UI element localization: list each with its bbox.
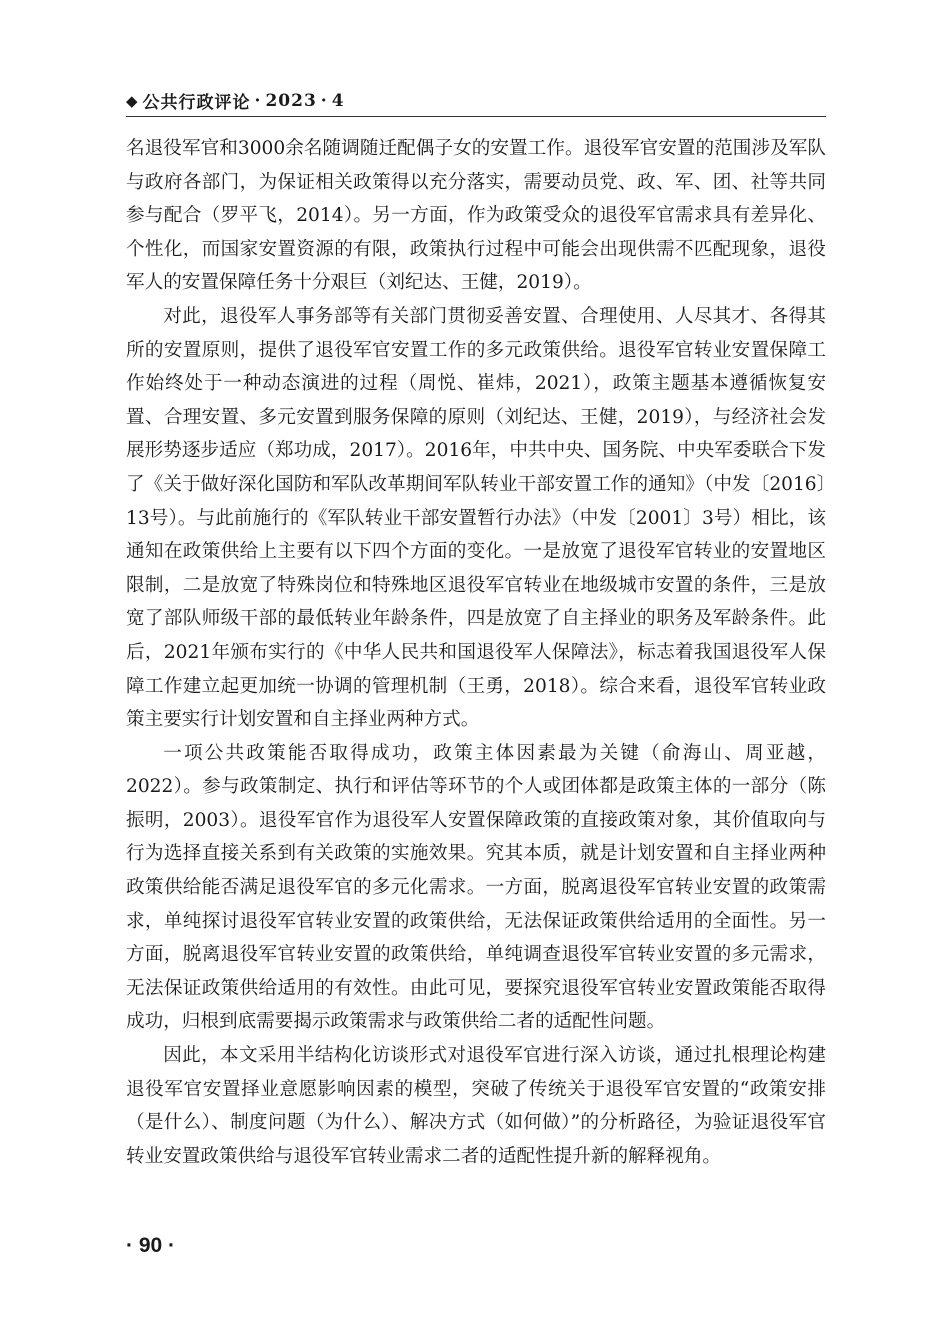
running-header [126, 88, 826, 113]
header-rule [126, 116, 826, 117]
header-separator: · [254, 90, 262, 111]
body-text [126, 132, 826, 1173]
paragraph: 对此，退役军人事务部等有关部门贯彻妥善安置、合理使用、人尽其才、各得其所的安置原则，提供了退役军官安置工作的多元政策供给。退役军官转业安置保障工作始终处于一种动态演进的过程（周悦、崔炜，2021），政策主题基本遵循恢复安置、合理安置、多元安置到服务保障的原则（刘纪达、王健，2019），与经济社会发展形势逐步适应（郑功成，2017）。2016年，中共中央、国务院、中央军委联合下发了《关于做好深化国防和军队改革期间军队转业干部安置工作的通知》（中发〔2016〕13号）。与此前施行的《军队转业干部安置暂行办法》（中发〔2001〕3号）相比，该通知在政策供给上主要有以下四个方面的变化。一是放宽了退役军官转业的安置地区限制，二是放宽了特殊岗位和特殊地区退役军官转业在地级城市安置的条件，三是放宽了部队师级干部的最低转业年龄条件，四是放宽了自主择业的职务及军龄条件。此后，2021年颁布实行的《中华人民共和国退役军人保障法》，标志着我国退役军人保障工作建立起更加统一协调的管理机制（王勇，2018）。综合来看，退役军官转业政策主要实行计划安置和自主择业两种方式。 [126, 305, 826, 731]
journal-issue: 4 [331, 90, 345, 111]
diamond-icon: ◆ [126, 91, 139, 110]
page-number: · 90 · [126, 1234, 176, 1257]
paragraph: 因此，本文采用半结构化访谈形式对退役军官进行深入访谈，通过扎根理论构建退役军官安置择业意愿影响因素的模型，突破了传统关于退役军官安置的“政策安排（是什么）、制度问题（为什么）、解决方式（如何做）”的分析路径，为验证退役军官转业安置政策供给与退役军官转业需求二者的适配性提升新的解释视角。 [126, 1045, 826, 1167]
paragraph: 一项公共政策能否取得成功，政策主体因素最为关键（俞海山、周亚越，2022）。参与政策制定、执行和评估等环节的个人或团体都是政策主体的一部分（陈振明，2003）。退役军官作为退役军人安置保障政策的直接政策对象，其价值取向与行为选择直接关系到有关政策的实施效果。究其本质，就是计划安置和自主择业两种政策供给能否满足退役军官的多元化需求。一方面，脱离退役军官转业安置的政策需求，单纯探讨退役军官转业安置的政策供给，无法保证政策供给适用的全面性。另一方面，脱离退役军官转业安置的政策供给，单纯调查退役军官转业安置的多元需求，无法保证政策供给适用的有效性。由此可见，要探究退役军官转业安置政策能否取得成功，归根到底需要揭示政策需求与政策供给二者的适配性问题。 [126, 742, 826, 1033]
header-separator: · [320, 90, 328, 111]
journal-year: 2023 [265, 90, 317, 111]
journal-name: 公共行政评论 [142, 93, 251, 113]
paragraph-continued: 名退役军官和3000余名随调随迁配偶子女的安置工作。退役军官安置的范围涉及军队与政府各部门，为保证相关政策得以充分落实，需要动员党、政、军、团、社等共同参与配合（罗平飞，2014）。另一方面，作为政策受众的退役军官需求具有差异化、个性化，而国家安置资源的有限，政策执行过程中可能会出现供需不匹配现象，退役军人的安置保障任务十分艰巨（刘纪达、王健，2019）。 [126, 138, 826, 294]
